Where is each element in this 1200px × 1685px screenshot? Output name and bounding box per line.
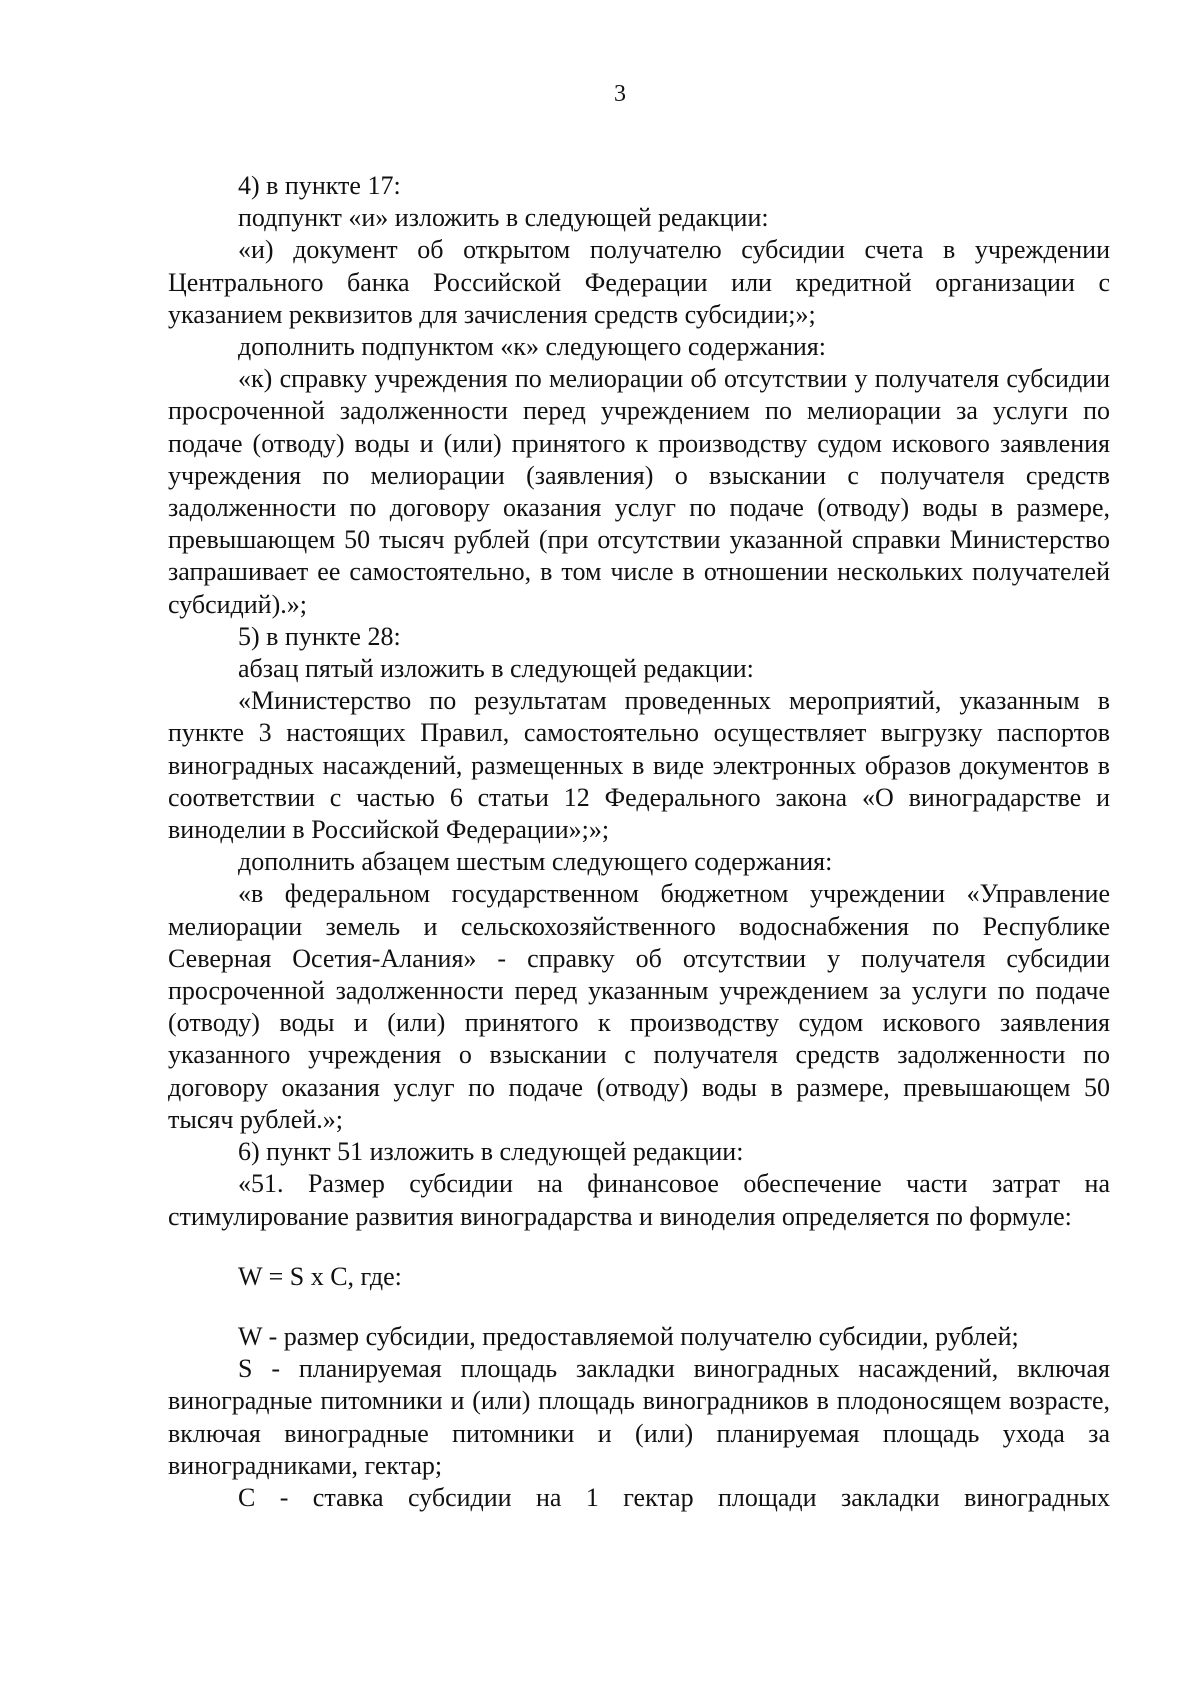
paragraph-item-4: 4) в пункте 17:	[238, 171, 401, 200]
paragraph-item-51-text: «51. Размер субсидии на финансовое обеспечение части затрат на стимулирование развития виноградарства и виноделия определяется по формуле:	[168, 1169, 1110, 1231]
page-number: 3	[614, 81, 626, 107]
paragraph-abzac-5-instruction: абзац пятый изложить в следующей редакции:	[238, 654, 754, 684]
paragraph-subitem-i-text: «и) документ об открытом получателю субсидии счета в учреждении Центрального банка Российской Федерации или кредитной организации с указанием реквизитов для зачисления средств субсидии;»;	[168, 235, 1110, 329]
paragraph-subitem-k-instruction: дополнить подпунктом «к» следующего содержания:	[238, 332, 826, 362]
document-body	[168, 170, 1110, 1514]
definition-w: W - размер субсидии, предоставляемой получателю субсидии, рублей;	[238, 1321, 1019, 1351]
paragraph-abzac-5-text: «Министерство по результатам проведенных мероприятий, указанным в пункте 3 настоящих Правил, самостоятельно осуществляет выгрузку паспортов виноградных насаждений, размещенных в виде электронных образов документов в соответствии с частью 6 статьи 12 Федерального закона «О виноградарстве и виноделии в Российской Федерации»;»;	[168, 686, 1110, 845]
paragraph-item-6: 6) пункт 51 изложить в следующей редакции:	[238, 1137, 744, 1167]
paragraph-abzac-6-text: «в федеральном государственном бюджетном учреждении «Управление мелиорации земель и сельскохозяйственного водоснабжения по Республике Северная Осетия-Алания» - справку об отсутствии у получателя субсидии просроченной задолженности перед указанным учреждением за услуги по подаче (отводу) воды и (или) принятого к производству судом искового заявления указанного учреждения о взыскании с получателя средств задолженности по договору оказания услуг по подаче (отводу) воды в размере, превышающем 50 тысяч рублей.»;	[168, 879, 1110, 1134]
paragraph-subitem-i-instruction: подпункт «и» изложить в следующей редакции:	[238, 203, 769, 233]
paragraph-item-5: 5) в пункте 28:	[238, 621, 401, 651]
definition-c: C - ставка субсидии на 1 гектар площади закладки виноградных	[238, 1482, 1110, 1512]
paragraph-subitem-k-text: «к) справку учреждения по мелиорации об отсутствии у получателя субсидии просроченной задолженности перед учреждением по мелиорации за услуги по подаче (отводу) воды и (или) принятого к производству судом искового заявления учреждения по мелиорации (заявления) о взыскании с получателя средств задолженности по договору оказания услуг по подаче (отводу) воды в размере, превышающем 50 тысяч рублей (при отсутствии указанной справки Министерство запрашивает ее самостоятельно, в том числе в отношении нескольких получателей субсидий).»;	[168, 364, 1110, 619]
paragraph-abzac-6-instruction: дополнить абзацем шестым следующего содержания:	[238, 847, 833, 877]
definition-s: S - планируемая площадь закладки виноградных насаждений, включая виноградные питомники и (или) площадь виноградников в плодоносящем возрасте, включая виноградные питомники и (или) планируемая площадь ухода за виноградниками, гектар;	[168, 1354, 1110, 1480]
formula: W = S x C, где:	[238, 1261, 402, 1291]
